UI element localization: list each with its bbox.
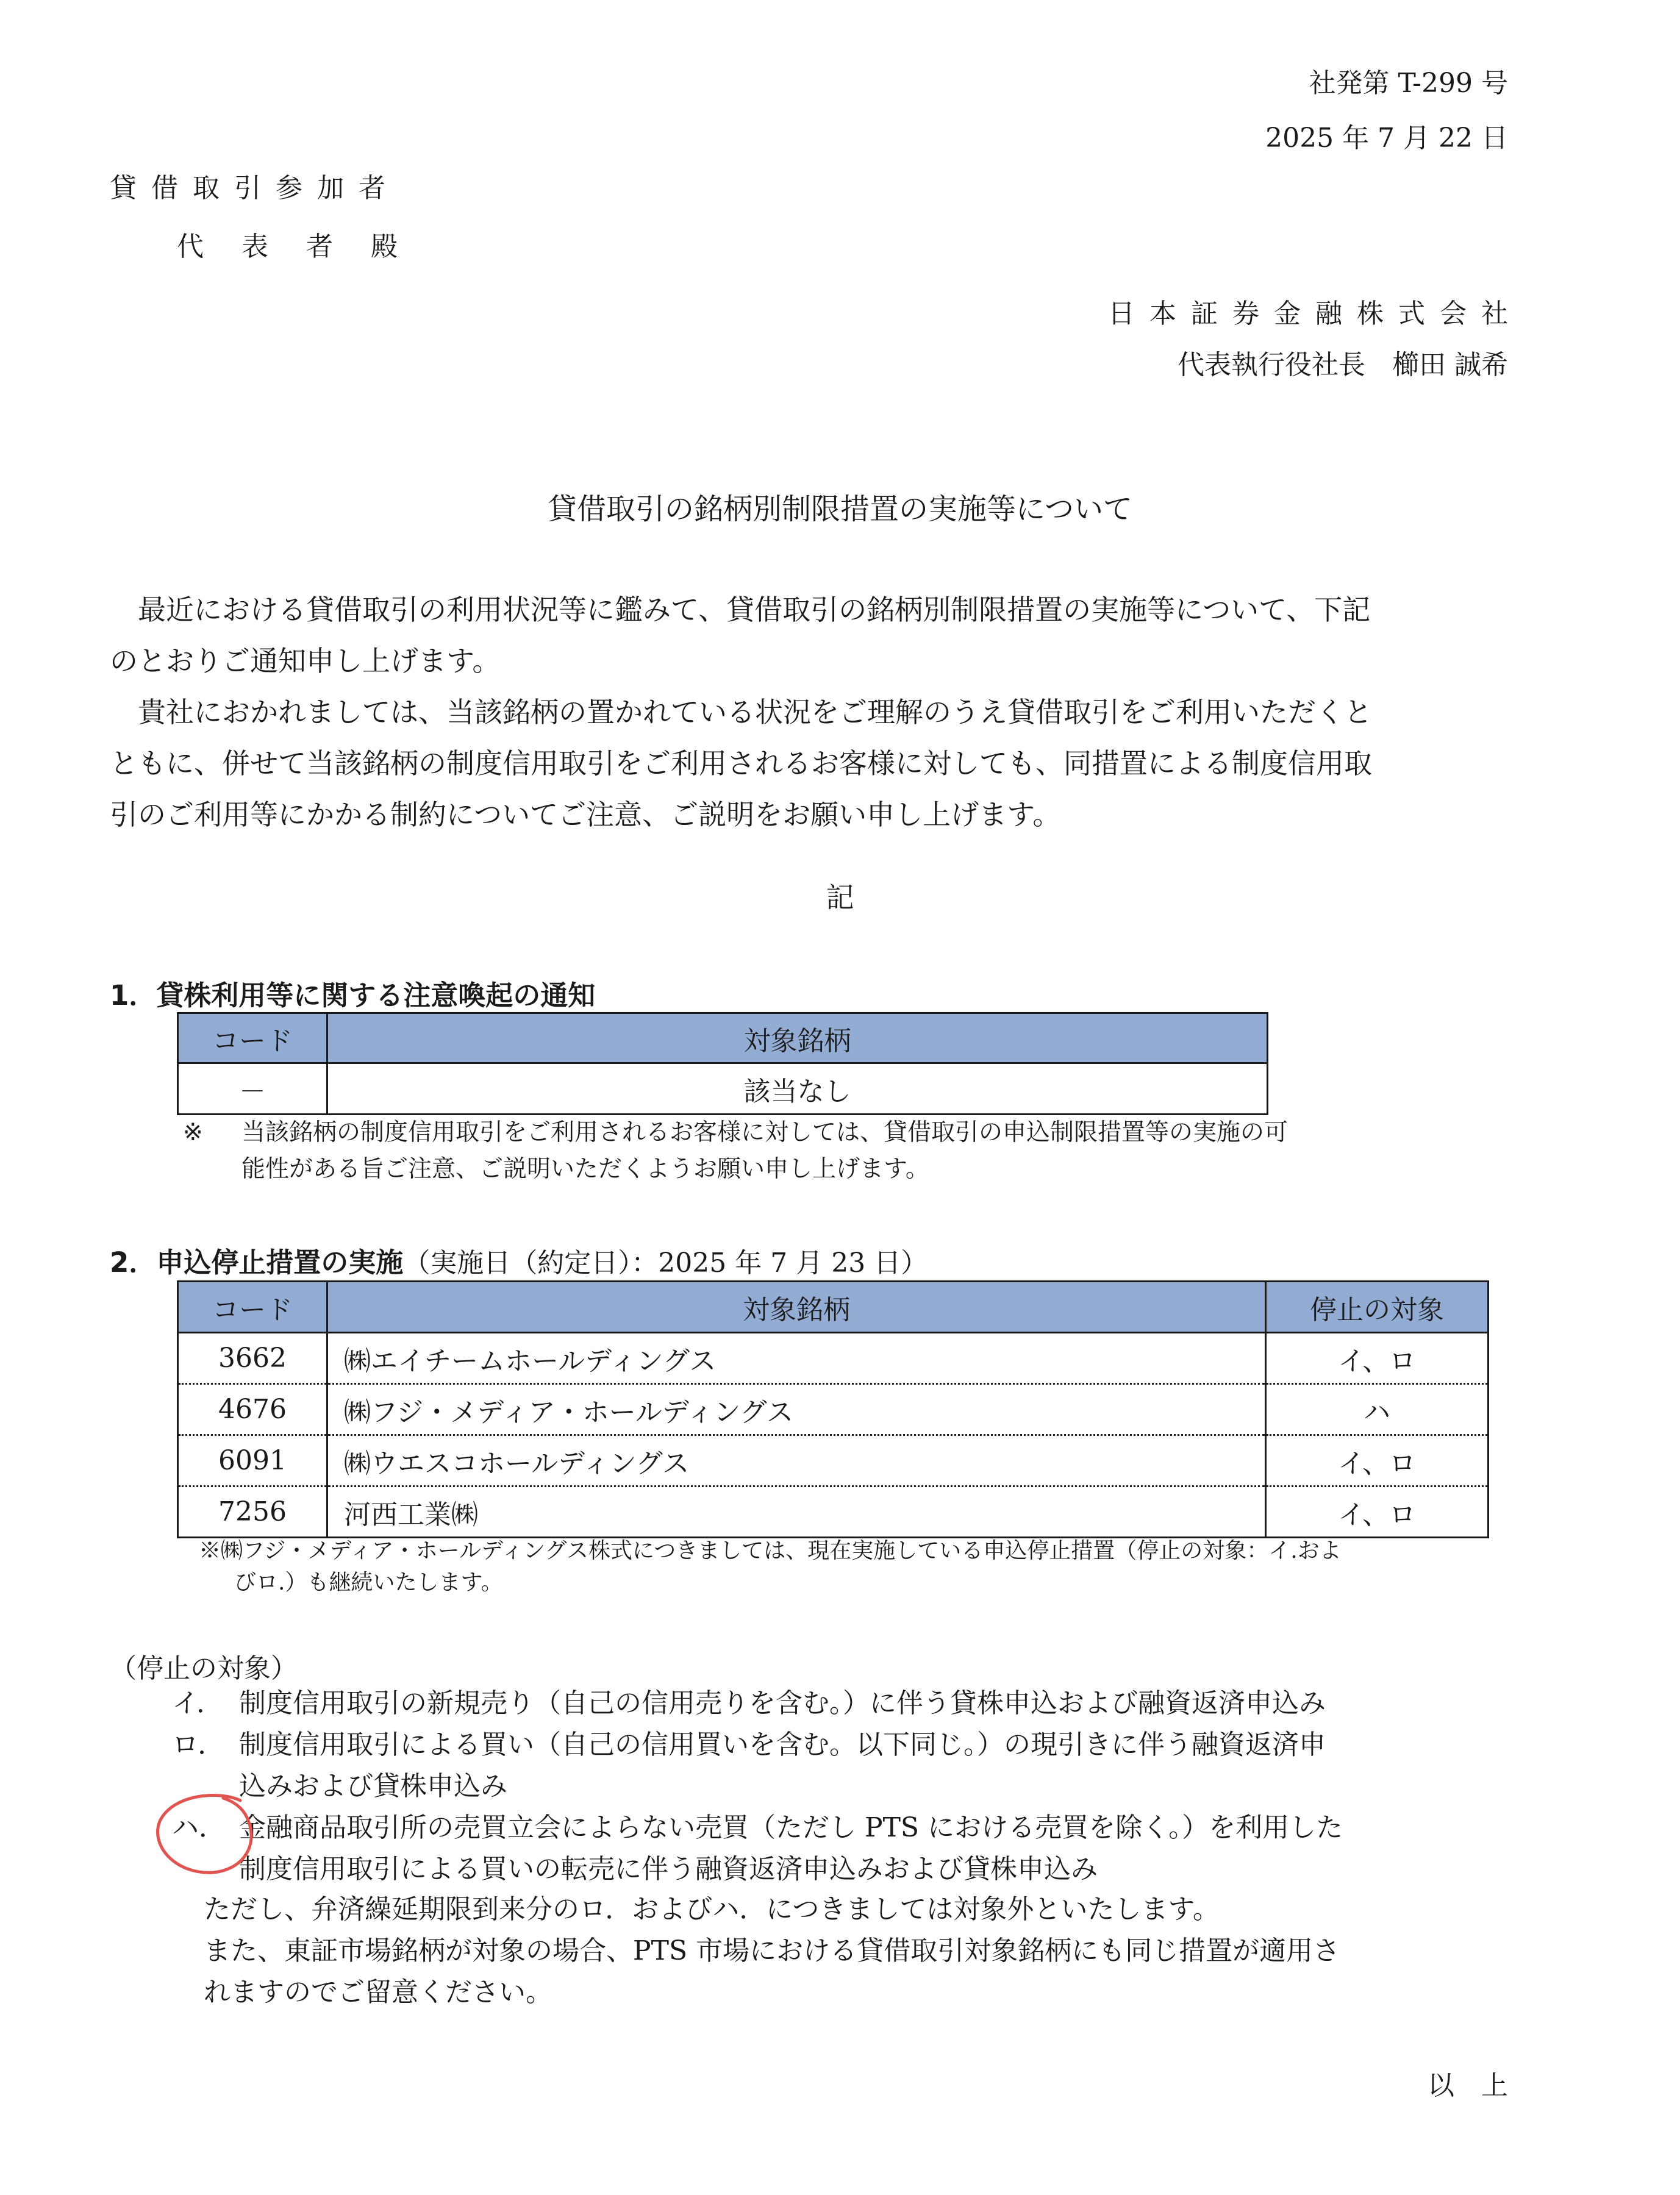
- document-title: 貸借取引の銘柄別制限措置の実施等について: [547, 492, 1133, 526]
- row-issue: ㈱ウエスコホールディングス: [327, 1435, 1266, 1487]
- section2-note-line2: びロ.）も継続いたします。: [234, 1570, 503, 1595]
- document-number: 社発第 T-299 号: [1309, 68, 1508, 99]
- note-mark: ※: [183, 1119, 203, 1146]
- ki-mark: 記: [826, 881, 854, 914]
- target-item-ha: [172, 1807, 1343, 1890]
- item-text: 金融商品取引所の売買立会によらない売買（ただし PTS における売買を除く。）を利用した: [239, 1812, 1343, 1843]
- item-mark: ハ．: [172, 1812, 226, 1843]
- section2-effective-date: （実施日（約定日）：2025 年 7 月 23 日）: [403, 1247, 928, 1279]
- row-code: －: [178, 1063, 327, 1115]
- row-target: イ、ロ: [1266, 1333, 1489, 1384]
- target-item-i: [172, 1683, 1326, 1724]
- section2-heading-row: [110, 1240, 928, 1280]
- intro-p2-line3: 引のご利用等にかかる制約についてご注意、ご説明をお願い申し上げます。: [110, 798, 1061, 831]
- row-issue: 該当なし: [327, 1063, 1268, 1115]
- intro-p2-line2: ともに、併せて当該銘柄の制度信用取引をご利用されるお客様に対しても、同措置による制度信用取: [110, 747, 1372, 780]
- section1-note-line2: 能性がある旨ご注意、ご説明いただくようお願い申し上げます。: [241, 1155, 929, 1183]
- row-issue: 河西工業㈱: [327, 1487, 1266, 1538]
- col-header-code: コード: [178, 1013, 327, 1063]
- row-target: ハ: [1266, 1384, 1489, 1435]
- item-text-cont: 制度信用取引による買いの転売に伴う融資返済申込みおよび貸株申込み: [239, 1854, 1098, 1885]
- section2-note: [199, 1535, 1342, 1599]
- row-target: イ、ロ: [1266, 1435, 1489, 1487]
- intro-p1-line1: 最近における貸借取引の利用状況等に鑑みて、貸借取引の銘柄別制限措置の実施等について、下記: [138, 593, 1371, 626]
- footer-line1: ただし、弁済繰延期限到来分のロ．およびハ．につきましては対象外といたします。: [204, 1894, 1220, 1925]
- section1-heading: 1．貸株利用等に関する注意喚起の通知: [110, 979, 596, 1012]
- closing-mark: 以 上: [1428, 2070, 1508, 2101]
- item-text: 制度信用取引による買い（自己の信用買いを含む。以下同じ。）の現引きに伴う融資返済申: [239, 1729, 1326, 1760]
- footer-line3: れますのでご留意ください。: [204, 1977, 552, 2008]
- recipient-line1: 貸借取引参加者: [110, 173, 400, 204]
- row-code: 4676: [178, 1384, 327, 1435]
- red-circle-annotation: [149, 1790, 265, 1881]
- row-target: イ、ロ: [1266, 1487, 1489, 1538]
- row-code: 3662: [178, 1333, 327, 1384]
- table-row: [178, 1063, 1268, 1115]
- sender-company: 日本証券金融株式会社: [1108, 298, 1523, 329]
- table-row: [178, 1435, 1489, 1487]
- row-issue: ㈱フジ・メディア・ホールディングス: [327, 1384, 1266, 1435]
- footer-line2: また、東証市場銘柄が対象の場合、PTS 市場における貸借取引対象銘柄にも同じ措置が適用さ: [204, 1935, 1340, 1966]
- item-text: 制度信用取引の新規売り（自己の信用売りを含む。）に伴う貸株申込および融資返済申込み: [239, 1688, 1326, 1719]
- section2-note-line1: ※㈱フジ・メディア・ホールディングス株式につきましては、現在実施している申込停止措置（停止の対象：イ.およ: [199, 1538, 1342, 1563]
- target-item-ro: [172, 1724, 1326, 1807]
- item-mark: ロ．: [172, 1729, 225, 1760]
- table-row: [178, 1333, 1489, 1384]
- item-text-cont: 込みおよび貸株申込み: [239, 1771, 507, 1802]
- section2-heading: 2．申込停止措置の実施: [110, 1246, 404, 1279]
- section1-table: [177, 1012, 1268, 1115]
- intro-p1-line2: のとおりご通知申し上げます。: [110, 644, 501, 677]
- targets-footer: [204, 1889, 1340, 2013]
- row-issue: ㈱エイチームホールディングス: [327, 1333, 1266, 1384]
- item-mark: イ．: [172, 1688, 224, 1719]
- col-header-issue: 対象銘柄: [327, 1013, 1268, 1063]
- intro-paragraph: [110, 584, 1372, 840]
- table-row: [178, 1487, 1489, 1538]
- col-header-code: コード: [178, 1282, 327, 1333]
- intro-p2-line1: 貴社におかれましては、当該銘柄の置かれている状況をご理解のうえ貸借取引をご利用いただくと: [138, 696, 1372, 729]
- section2-table: [177, 1280, 1489, 1538]
- row-code: 7256: [178, 1487, 327, 1538]
- col-header-target: 停止の対象: [1266, 1282, 1489, 1333]
- row-code: 6091: [178, 1435, 327, 1487]
- sender-representative: 代表執行役社長 櫛田 誠希: [1178, 349, 1508, 380]
- recipient-line2: 代表者殿: [177, 231, 435, 262]
- targets-heading: （停止の対象）: [110, 1653, 298, 1684]
- section1-note: [183, 1115, 1288, 1188]
- table-row: [178, 1384, 1489, 1435]
- document-date: 2025 年 7 月 22 日: [1265, 123, 1508, 154]
- section1-note-line1: 当該銘柄の制度信用取引をご利用されるお客様に対しては、貸借取引の申込制限措置等の実施の可: [241, 1119, 1289, 1146]
- col-header-issue: 対象銘柄: [327, 1282, 1266, 1333]
